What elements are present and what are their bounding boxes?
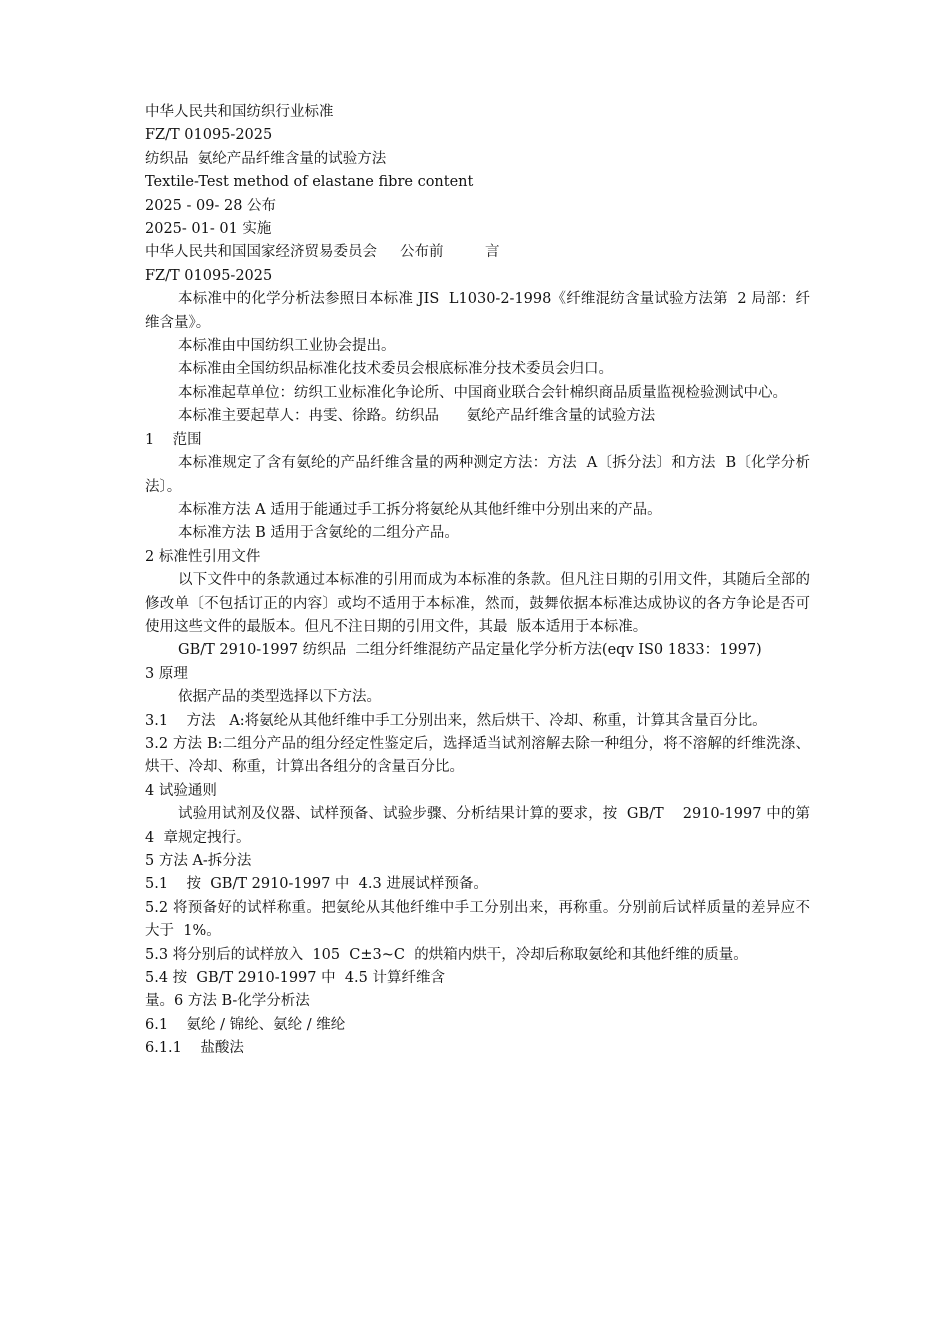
paragraph: 依据产品的类型选择以下方法。 [178, 689, 381, 706]
title-english: Textile-Test method of elastane fibre content [145, 174, 474, 191]
section-line: 5 方法 A-拆分法 [145, 853, 252, 869]
paragraph: 本标准主要起草人：冉雯、徐路。纺织品 氨纶产品纤维含量的试验方法 [178, 408, 656, 425]
paragraph: GB/T 2910-1997 纺织品 二组分纤维混纺产品定量化学分析方法(eqv IS0 1833：1997) [178, 642, 762, 659]
paragraph: 本标准规定了含有氨纶的产品纤维含量的两种测定方法：方法 A〔拆分法〕和方法 B〔化学分析法〕。 [145, 455, 810, 495]
title-chinese: 纺织品 氨纶产品纤维含量的试验方法 [145, 150, 387, 167]
section-line: 2 标准性引用文件 [145, 548, 261, 565]
standard-code-repeat: FZ/T 01095-2025 [145, 267, 273, 284]
standard-code: FZ/T 01095-2025 [145, 127, 273, 144]
paragraph: 5.2 将预备好的试样称重。把氨纶从其他纤维中手工分别出来，再称重。分别前后试样质量的差异应不大于 1%。 [145, 899, 810, 940]
document-body [145, 288, 820, 1060]
section-line: 4 试验通则 [145, 782, 217, 799]
paragraph: 试验用试剂及仪器、试样预备、试验步骤、分析结果计算的要求，按 GB/T 2910-1997 中的第 4 章规定拽行。 [145, 806, 820, 846]
section-line: 6.1 氨纶 / 锦纶、氨纶 / 维纶 [145, 1016, 346, 1033]
implement-date: 2025- 01- 01 实施 [145, 221, 272, 238]
paragraph: 3.1 方法 A:将氨纶从其他纤维中手工分别出来，然后烘干、冷却、称重，计算其含量百分比。 [145, 712, 767, 729]
paragraph: 本标准方法 A 适用于能通过手工拆分将氨纶从其他纤维中分别出来的产品。 [178, 501, 662, 518]
publisher-line: 中华人民共和国国家经济贸易委员会 公布前 言 [145, 244, 500, 261]
section-line: 5.1 按 GB/T 2910-1997 中 4.3 进展试样预备。 [145, 876, 488, 893]
paragraph: 本标准中的化学分析法参照日本标准 JIS L1030-2-1998《纤维混纺含量试验方法第 2 局部：纤维含量》。 [145, 291, 810, 331]
issuer-line: 中华人民共和国纺织行业标准 [145, 104, 334, 120]
paragraph: 本标准由中国纺织工业协会提出。 [178, 338, 396, 355]
section-line: 3 原理 [145, 665, 188, 682]
paragraph: 3.2 方法 B:二组分产品的组分经定性鉴定后，选择适当试剂溶解去除一种组分，将不溶解的纤维洗涤、烘干、冷却、称重，计算出各组分的含量百分比。 [145, 735, 810, 776]
section-line: 5.4 按 GB/T 2910-1997 中 4.5 计算纤维含 [145, 970, 445, 987]
paragraph: 本标准方法 B 适用于含氨纶的二组分产品。 [178, 525, 459, 542]
paragraph: 本标准由全国纺织品标准化技术委员会根底标准分技术委员会归口。 [178, 361, 613, 378]
publish-date: 2025 - 09- 28 公布 [145, 197, 277, 214]
paragraph: 本标准起草单位：纺织工业标准化争论所、中国商业联合会针棉织商品质量监视检验测试中心。 [178, 384, 787, 401]
paragraph: 以下文件中的条款通过本标准的引用而成为本标准的条款。但凡注日期的引用文件，其随后全部的修改单〔不包括订正的内容〕或均不适用于本标准，然而，鼓舞依据本标准达成协议的各方争论是否可使用这些文件的最版本。但凡不注日期的引用文件，其最 版本适用于本标准。 [145, 572, 810, 635]
section-line: 量。6 方法 B-化学分析法 [145, 993, 310, 1010]
section-line: 1 范围 [145, 431, 202, 448]
section-line: 5.3 将分别后的试样放入 105 C±3~C 的烘箱内烘干，冷却后称取氨纶和其他纤维的质量。 [145, 946, 748, 963]
section-line: 6.1.1 盐酸法 [145, 1040, 244, 1057]
